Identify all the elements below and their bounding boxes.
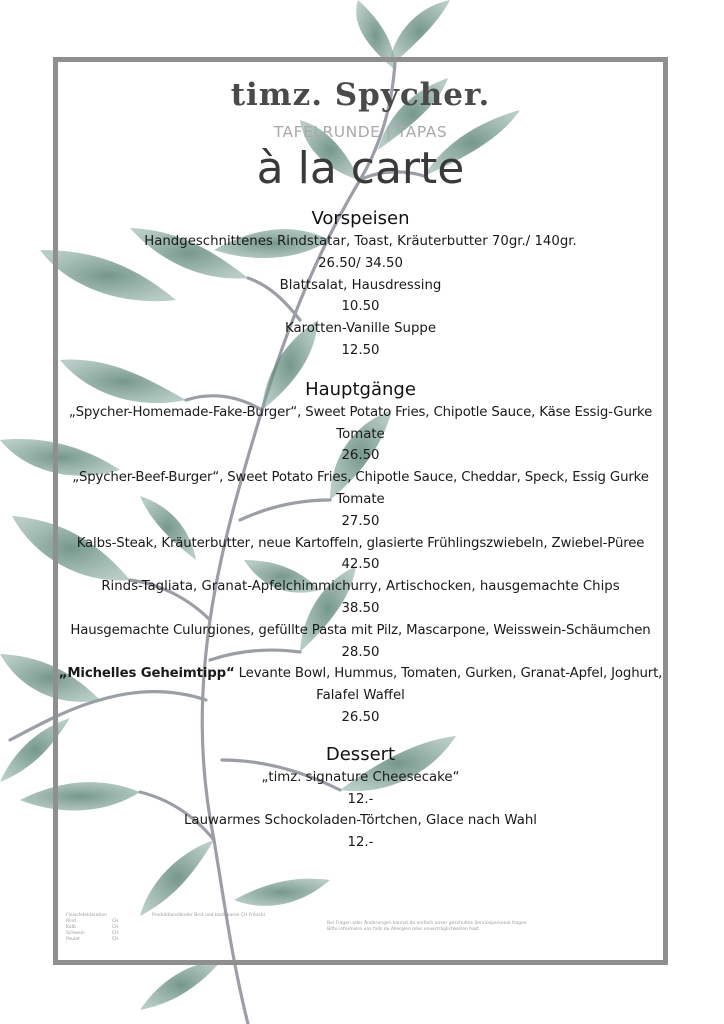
menu-item-name: „timz. signature Cheesecake“ <box>261 769 460 785</box>
menu-item-name-continued: Falafel Waffel <box>316 688 405 704</box>
menu-item-name: Handgeschnittenes Rindstatar, Toast, Kräuterbutter 70gr./ 140gr. <box>144 234 577 249</box>
menu-title: à la carte <box>256 143 465 194</box>
origin-row: Kalb CH <box>66 925 119 930</box>
bread-origin-note: Produktionsländer Brot und backwaren CH Fritschi <box>152 913 265 918</box>
section-title-starters: Vorspeisen <box>311 208 410 229</box>
menu-item-name: Hausgemachte Culurgiones, gefüllte Pasta mit Pilz, Mascarpone, Weisswein-Schäumchen <box>70 622 651 638</box>
menu-item-name: Karotten-Vanille Suppe <box>284 321 437 337</box>
meat-origin-title: Fleischdeklaration <box>66 913 107 918</box>
menu-item-price: 28.50 <box>341 644 380 660</box>
menu-content <box>58 62 663 854</box>
origin-row: Rind CH <box>66 919 119 924</box>
menu-subtitle: TAFELRUNDE | TAPAS <box>273 123 448 141</box>
menu-item-name-continued: Tomate <box>336 426 385 442</box>
meat-origin-declaration <box>66 913 158 943</box>
section-title-dessert: Dessert <box>325 743 396 765</box>
menu-item-name: Kalbs-Steak, Kräuterbutter, neue Kartoffeln, glasierte Frühlingszwiebeln, Zwiebel-Püree <box>76 535 645 551</box>
menu-item-price: 26.50/ 34.50 <box>318 255 403 271</box>
menu-item-name-continued: Tomate <box>336 491 385 507</box>
menu-item-name: Blattsalat, Hausdressing <box>279 277 442 293</box>
origin-row: Schwein CH <box>66 931 119 936</box>
highlight-label: „Michelles Geheimtipp“ <box>58 666 235 682</box>
service-note: Bei Fragen oder Änderungen kannst du einfach unser geschultes Servicepersonal fragen Bitte informiere uns falls du Allergien oder unverträglichkeiten hast. <box>327 921 527 932</box>
section-title-mains: Hauptgänge <box>305 378 416 400</box>
origin-row: Poulet CH <box>66 937 119 942</box>
menu-item-name: „Michelles Geheimtipp“ Levante Bowl, Hummus, Tomaten, Gurken, Granat-Apfel, Joghurt, <box>58 666 663 682</box>
menu-item-price: 27.50 <box>341 513 380 529</box>
menu-item-price: 12.50 <box>341 342 380 358</box>
menu-item-price: 26.50 <box>341 448 380 464</box>
menu-item-name: „Spycher-Homemade-Fake-Burger“, Sweet Potato Fries, Chipotle Sauce, Käse Essig-Gurke <box>68 404 653 420</box>
brand-logo: timz. Spycher. <box>230 77 491 113</box>
menu-item-price: 38.50 <box>341 600 380 616</box>
menu-item-price: 12.- <box>347 791 374 807</box>
menu-item-price: 10.50 <box>341 299 380 315</box>
menu-item-price: 12.- <box>347 835 374 851</box>
menu-item-price: 42.50 <box>341 557 380 573</box>
menu-item-price: 26.50 <box>341 709 380 725</box>
menu-item-name: Lauwarmes Schockoladen-Törtchen, Glace nach Wahl <box>184 813 537 829</box>
menu-item-name: Rinds-Tagliata, Granat-Apfelchimmichurry, Artischocken, hausgemachte Chips <box>101 579 620 595</box>
menu-item-name: „Spycher-Beef-Burger“, Sweet Potato Fries, Chipotle Sauce, Cheddar, Speck, Essig Gurke <box>72 470 649 486</box>
